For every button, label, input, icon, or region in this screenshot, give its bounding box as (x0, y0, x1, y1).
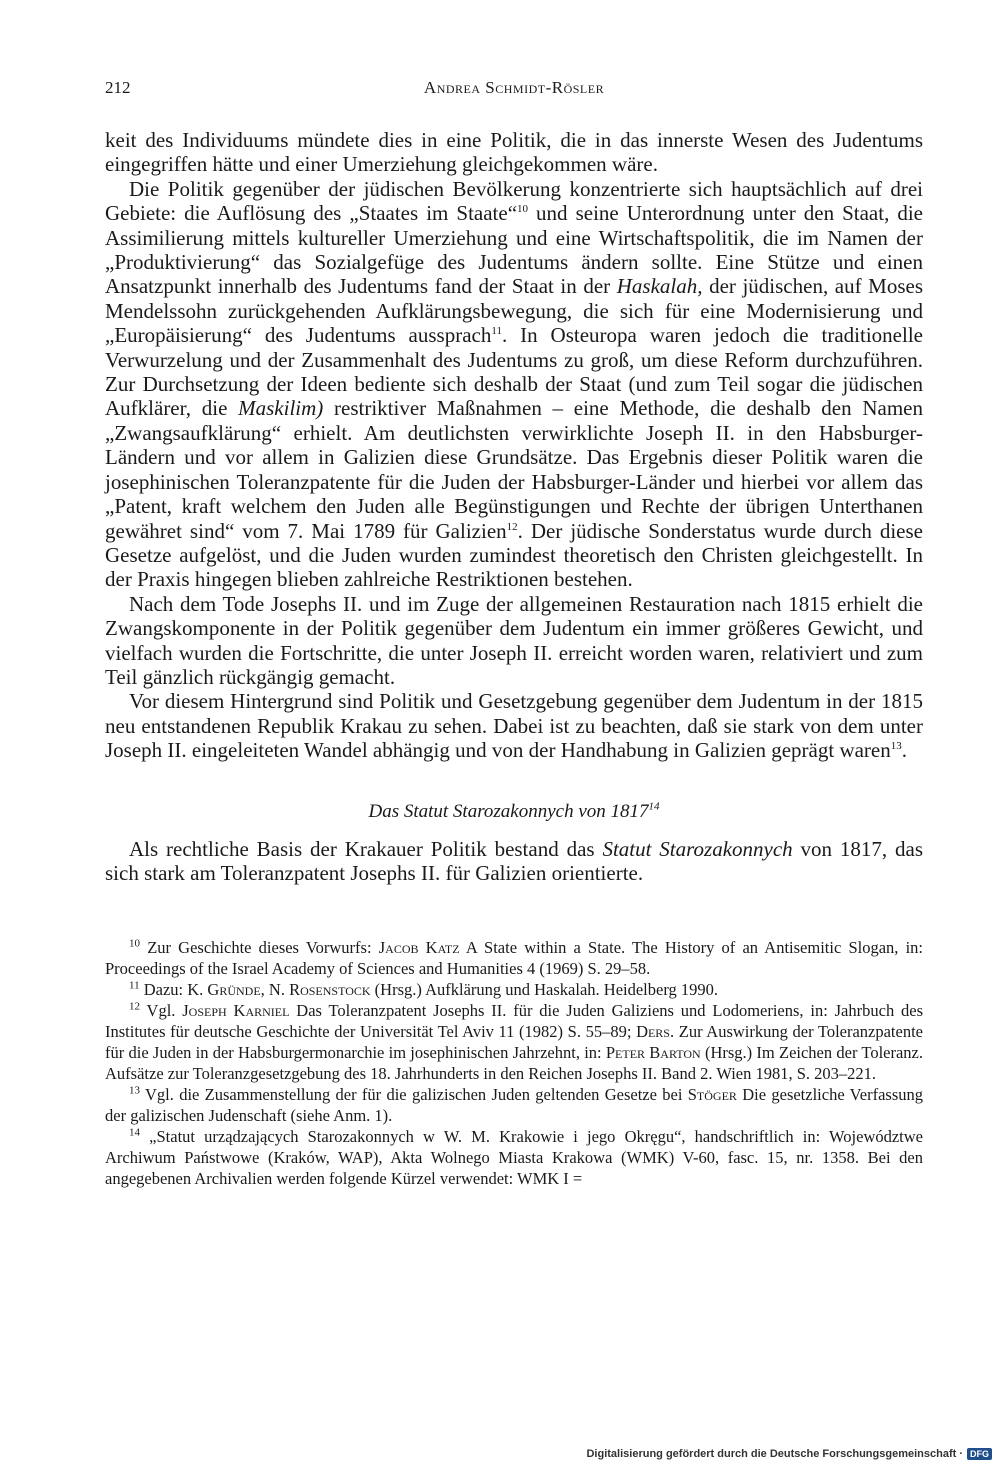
section-heading: Das Statut Starozakonnych von 1817$^{14}$ (368, 800, 660, 822)
running-head: Andrea Schmidt-Rösler (423, 78, 605, 97)
footnote-13: $^{13}$ Vgl. die Zusammenstellung der für die galizischen Juden geltenden Gesetze bei Stöger Die gesetzliche Verfassung der galizischen Judenschaft (siehe Anm. 1). (105, 1084, 923, 1126)
footnote-ref: 11 (491, 325, 502, 338)
page (105, 78, 923, 1189)
footnote-ref: 13 (890, 740, 902, 753)
paragraph-2: Die Politik gegenüber der jüdischen Bevölkerung konzentrierte sich hauptsächlich auf drei Gebiete: die Auflösung des „Staates im Staate“$^{10}$ und seine Unterordnung unter den Staat, die Assimilierung mittels kultureller Umerziehung und eine Wirtschaftspolitik, die im Namen der „Produktivierung“ das Sozialgefüge des Judentums ändern sollte. Eine Stütze und einen Ansatzpunkt innerhalb des Judentums fand der Staat in der Haskalah, der jüdischen, auf Moses Mendelssohn zurückgehenden Aufklärungsbewegung, die sich für eine Modernisierung und „Europäisierung“ des Judentums aussprach$^{11}$. In Osteuropa waren jedoch die traditionelle Verwurzelung und der Zusammenhalt des Judentums zu groß, um diese Reform durchzuführen. Zur Durchsetzung der Ideen bediente sich deshalb der Staat (und zum Teil sogar die jüdischen Aufklärer, die Maskilim) restriktiver Maßnahmen – eine Methode, die deshalb den Namen „Zwangsaufklärung“ erhielt. Am deutlichsten verwirklichte Joseph II. in den Habsburger-Ländern und vor allem in Galizien diese Grundsätze. Das Ergebnis dieser Politik waren die josephinischen Toleranzpatente für die Juden der Habsburger-Länder und hierbei vor allem das „Patent, kraft welchem den Juden alle Begünstigungen und Rechte der übrigen Unterthanen gewähret sind“ vom 7. Mai 1789 für Galizien$^{12}$. Der jüdische Sonderstatus wurde durch diese Gesetze aufgelöst, und die Juden wurden zumindest theoretisch den Christen gleichgestellt. In der Praxis hingegen blieben zahlreiche Restriktionen bestehen. (105, 176, 924, 592)
footnote-ref: 12 (506, 520, 518, 533)
footnote-14: $^{14}$ „Statut urządzających Starozakonnych w W. M. Krakowie i jego Okręgu“, handschriftlich in: Województwe Archiwum Państwowe (Kraków, WAP), Akta Wolnego Miasta Krakowa (WMK) V-60, fasc. 15, nr. 1358. Bei den angegebenen Archivalien werden folgende Kürzel verwendet: WMK I = (105, 1126, 924, 1189)
footnote-ref: 10 (517, 203, 529, 216)
page-header (105, 78, 923, 108)
footnote-12: $^{12}$ Vgl. Joseph Karniel Das Toleranzpatent Josephs II. für die Juden Galiziens und Lodomeriens, in: Jahrbuch des Institutes für deutsche Geschichte der Universität Tel Aviv 11 (1982) S. 55–89; Ders. Zur Auswirkung der Toleranzpatente für die Juden in der Habsburgermonarchie im josephinischen Jahrzehnt, in: Peter Barton (Hrsg.) Im Zeichen der Toleranz. Aufsätze zur Toleranzgesetzgebung des 18. Jahrhunderts in den Reichen Josephs II. Band 2. Wien 1981, S. 203–221. (105, 1000, 924, 1084)
footnote-10: $^{10}$ Zur Geschichte dieses Vorwurfs: Jacob Katz A State within a State. The History of an Antisemitic Slogan, in: Proceedings of the Israel Academy of Sciences and Humanities 4 (1969) S. 29–58. (105, 937, 924, 979)
paragraph-3: Nach dem Tode Josephs II. und im Zuge der allgemeinen Restauration nach 1815 erhielt die Zwangskomponente in der Politik gegenüber dem Judentum ein immer größeres Gewicht, und vielfach wurden die Fortschritte, die unter Joseph II. erreicht worden waren, relativiert und zum Teil gänzlich rückgängig gemacht. (105, 591, 923, 689)
paragraph-1: keit des Individuums mündete dies in eine Politik, die in das innerste Wesen des Judentums eingegriffen hätte und einer Umerziehung gleichgekommen wäre. (105, 128, 923, 177)
body-text (105, 128, 923, 763)
footnotes (105, 937, 923, 1189)
digitization-footer (586, 1448, 992, 1460)
dfg-logo-icon: DFG (967, 1448, 992, 1460)
page-number: 212 (105, 78, 131, 97)
paragraph-4: Vor diesem Hintergrund sind Politik und Gesetzgebung gegenüber dem Judentum in der 1815 neu entstandenen Republik Krakau zu sehen. Dabei ist zu beachten, daß sie stark von dem unter Joseph II. eingeleiteten Wandel abhängig und von der Handhabung in Galizien geprägt waren$^{13}$. (105, 689, 923, 763)
footnote-ref: 14 (648, 800, 660, 813)
footer-text: Digitalisierung gefördert durch die Deutsche Forschungsgemeinschaft · (586, 1448, 963, 1460)
footnote-11: $^{11}$ Dazu: K. Gründe, N. Rosenstock (Hrsg.) Aufklärung und Haskalah. Heidelberg 1990. (129, 979, 719, 1000)
section-paragraph: Als rechtliche Basis der Krakauer Politik bestand das Statut Starozakonnych von 1817, das sich stark am Toleranzpatent Josephs II. für Galizien orientierte. (105, 836, 923, 885)
